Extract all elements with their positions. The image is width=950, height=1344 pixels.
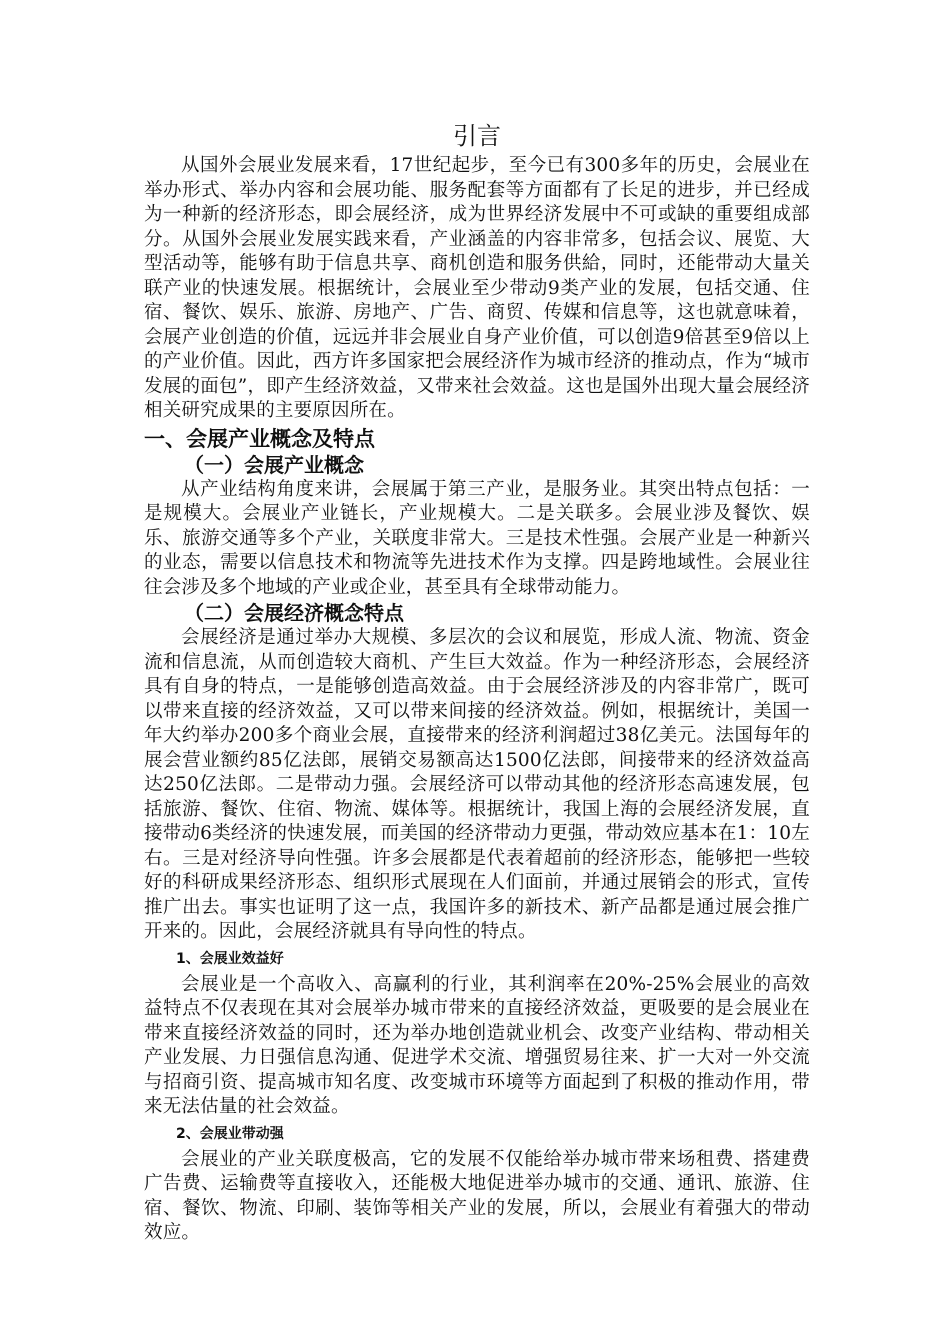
subsection-paragraph-2: 会展经济是通过举办大规模、多层次的会议和展览，形成人流、物流、资金流和信息流，从而创造较大商机、产生巨大效益。作为一种经济形态，会展经济具有自身的特点，一是能够创造高效益。由于会展经济涉及的内容非常广，既可以带来直接的经济效益，又可以带来间接的经济效益。例如，根据统计，美国一年大约举办200多个商业会展，直接带来的经济利润超过38亿美元。法国每年的展会营业额约85亿法郎，展销交易额高达1500亿法郎，间接带来的经济效益高达250亿法郎。二是带动力强。会展经济可以带动其他的经济形态高速发展，包括旅游、餐饮、住宿、物流、媒体等。根据统计，我国上海的会展经济发展，直接带动6类经济的快速发展，而美国的经济带动力更强，带动效应基本在1：10左右。三是对经济导向性强。许多会展都是代表着超前的经济形态，能够把一些较好的科研成果经济形态、组织形式展现在人们面前，并通过展销会的形式，宣传推广出去。事实也证明了这一点，我国许多的新技术、新产品都是通过展会推广开来的。因此，会展经济就具有导向性的特点。: [144, 627, 810, 942]
page-title: 引言: [453, 122, 501, 150]
item-paragraph-2: 会展业的产业关联度极高，它的发展不仅能给举办城市带来场租费、搭建费广告费、运输费等直接收入，还能极大地促进举办城市的交通、通讯、旅游、住宿、餐饮、物流、印刷、装饰等相关产业的发展，所以，会展业有着强大的带动效应。: [144, 1148, 810, 1243]
document-page: [144, 118, 810, 1246]
subsection-paragraph-1: 从产业结构角度来讲，会展属于第三产业，是服务业。其突出特点包括：一是规模大。会展业产业链长，产业规模大。二是关联多。会展业涉及餐饮、娱乐、旅游交通等多个产业，关联度非常大。三是技术性强。会展产业是一种新兴的业态，需要以信息技术和物流等先进技术作为支撑。四是跨地域性。会展业往往会涉及多个地域的产业或企业，甚至具有全球带动能力。: [144, 478, 810, 598]
subsection-heading-1: （一）会展产业概念: [184, 452, 364, 477]
intro-paragraph: 从国外会展业发展来看，17世纪起步，至今已有300多年的历史，会展业在举办形式、举办内容和会展功能、服务配套等方面都有了长足的进步，并已经成为一种新的经济形态，即会展经济，成为世界经济发展中不可或缺的重要组成部分。从国外会展业发展实践来看，产业涵盖的内容非常多，包括会议、展览、大型活动等，能够有助于信息共享、商机创造和服务供給，同时，还能带动大量关联产业的快速发展。根据统计，会展业至少带动9类产业的发展，包括交通、住宿、餐饮、娱乐、旅游、房地产、广告、商贸、传媒和信息等，这也就意味着，会展产业创造的价值，远远并非会展业自身产业价值，可以创造9倍甚至9倍以上的产业价值。因此，西方许多国家把会展经济作为城市经济的推动点，作为“城市发展的面包”，即产生经济效益，又带来社会效益。这也是国外出现大量会展经济相关研究成果的主要原因所在。: [144, 155, 810, 421]
subsection-heading-2: （二）会展经济概念特点: [184, 601, 404, 625]
item-heading-1: 1、会展业效益好: [176, 950, 284, 967]
item-paragraph-1: 会展业是一个高收入、高赢利的行业，其利润率在20%-25%会展业的高效益特点不仅表现在其对会展举办城市带来的直接经济效益，更吸要的是会展业在带来直接经济效益的同时，还为举办地创造就业机会、改变产业结构、带动相关产业发展、力日强信息沟通、促进学术交流、增强贸易往来、扩一大对一外交流与招商引资、提高城市知名度、改变城市环境等方面起到了积极的推动作用，带来无法估量的社会效益。: [144, 973, 810, 1117]
section-heading-1: 一、会展产业概念及特点: [144, 426, 375, 451]
item-heading-2: 2、会展业带动强: [176, 1125, 284, 1142]
